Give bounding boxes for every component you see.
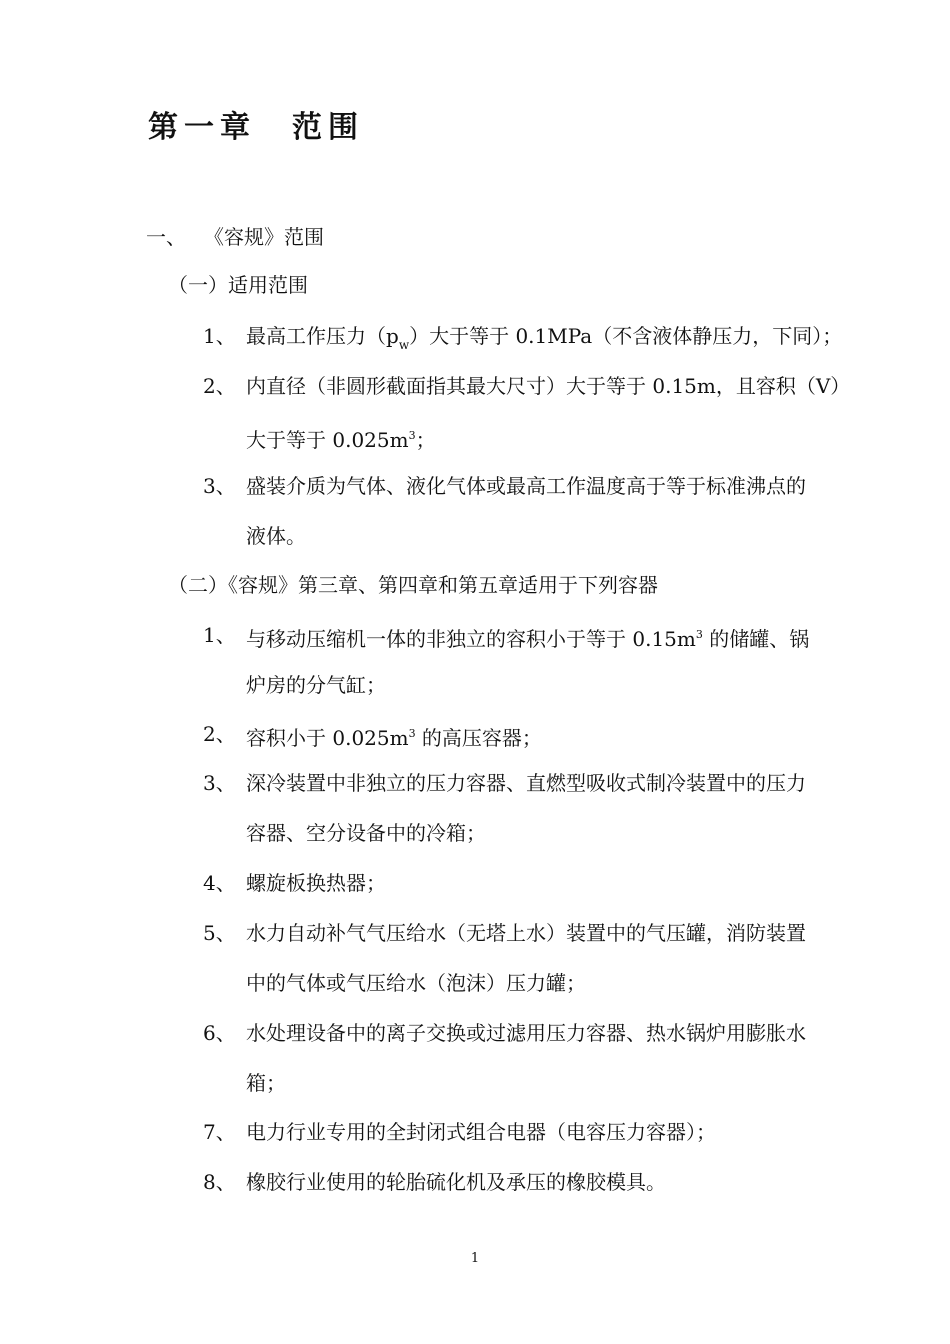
item-text-post: ；: [415, 428, 436, 452]
list-item-text: 电力行业专用的全封闭式组合电器（电容压力容器）；: [246, 1120, 716, 1144]
item-number: 7、: [203, 1120, 236, 1144]
item-text-pre: 容积小于 0.025m: [246, 726, 409, 750]
item-number: 3、: [203, 474, 236, 498]
list-item-text: 盛装介质为气体、液化气体或最高工作温度高于等于标准沸点的: [246, 474, 806, 498]
item-number: 3、: [203, 771, 236, 795]
list-item-text: [246, 719, 542, 753]
section-title: 《容规》范围: [204, 225, 324, 249]
section-number: 一、: [146, 225, 186, 249]
list-item-continuation: 箱；: [246, 1071, 286, 1095]
item-number: 5、: [203, 921, 236, 945]
list-item-text: 深冷装置中非独立的压力容器、直燃型吸收式制冷装置中的压力: [246, 771, 806, 795]
list-item-continuation: 炉房的分气缸；: [246, 673, 386, 697]
list-item-text: 螺旋板换热器；: [246, 871, 386, 895]
item-text-post: ）大于等于 0.1MPa（不含液体静压力，下同）；: [409, 324, 843, 348]
list-item-continuation: 中的气体或气压给水（泡沫）压力罐；: [246, 971, 586, 995]
list-item-text: 水力自动补气气压给水（无塔上水）装置中的气压罐，消防装置: [246, 921, 806, 945]
subsection-title-2: （二）《容规》第三章、第四章和第五章适用于下列容器: [168, 573, 658, 597]
subsection-title-1: （一）适用范围: [168, 273, 308, 297]
page-number: 1: [470, 1251, 480, 1266]
chapter-title: 第一章 范围: [148, 110, 364, 145]
item-number: 4、: [203, 871, 236, 895]
subscript-w: w: [398, 338, 410, 352]
list-item-text: 内直径（非圆形截面指其最大尺寸）大于等于 0.15m，且容积（V）: [246, 374, 851, 398]
list-item-text: [246, 620, 809, 654]
item-number: 8、: [203, 1170, 236, 1194]
item-text-pre: 大于等于 0.025m: [246, 428, 409, 452]
item-number: 2、: [203, 722, 236, 746]
item-number: 2、: [203, 374, 236, 398]
superscript-3: 3: [695, 628, 703, 641]
item-text-pre: 与移动压缩机一体的非独立的容积小于等于 0.15m: [246, 627, 696, 651]
superscript-3: 3: [408, 727, 416, 740]
list-item-continuation: [246, 421, 436, 455]
list-item-text: [246, 321, 842, 360]
item-text-pre: 最高工作压力（p: [246, 324, 399, 348]
item-text-post: 的储罐、锅: [702, 627, 810, 651]
item-number: 6、: [203, 1021, 236, 1045]
item-text-post: 的高压容器；: [415, 726, 542, 750]
item-number: 1、: [203, 324, 236, 348]
item-number: 1、: [203, 623, 236, 647]
list-item-continuation: 容器、空分设备中的冷箱；: [246, 821, 486, 845]
list-item-text: 水处理设备中的离子交换或过滤用压力容器、热水锅炉用膨胀水: [246, 1021, 806, 1045]
list-item-text: 橡胶行业使用的轮胎硫化机及承压的橡胶模具。: [246, 1170, 666, 1194]
list-item-continuation: 液体。: [246, 524, 306, 548]
superscript-3: 3: [408, 429, 416, 442]
